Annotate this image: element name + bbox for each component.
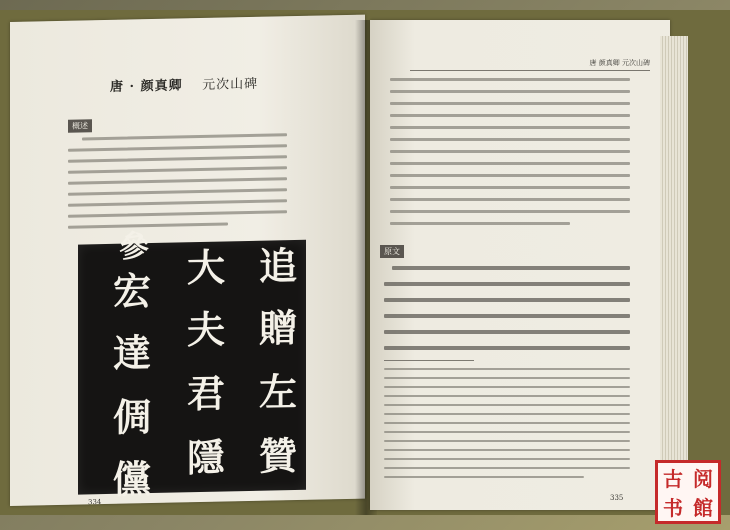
rubbing-glyph: 參: [119, 229, 149, 265]
left-page: [10, 15, 365, 506]
rubbing-glyph: 隱: [186, 434, 225, 481]
rubbing-glyph: 宏: [112, 268, 151, 314]
rubbing-glyph: 大: [186, 244, 225, 291]
seal-char: 館: [693, 496, 713, 520]
title-work: 元次山碑: [202, 76, 259, 93]
seal-char: 古: [663, 467, 683, 491]
library-seal-stamp: [655, 460, 721, 524]
rubbing-glyph: 儻: [112, 456, 151, 502]
running-header: 唐 颜真卿 元次山碑: [410, 58, 650, 71]
rubbing-glyph: 夫: [186, 306, 225, 353]
page-number-left: 334: [88, 498, 102, 506]
title-author: 唐 · 颜真卿: [110, 78, 183, 95]
page-number-right: 335: [610, 494, 624, 502]
rubbing-glyph: 君: [186, 370, 225, 417]
rubbing-glyph: 追: [258, 242, 297, 289]
seal-char: 书: [663, 496, 683, 520]
section-label-original-text: 原文: [380, 245, 404, 258]
seal-char: 阅: [693, 467, 713, 491]
chapter-title: [110, 73, 258, 95]
right-page: [370, 20, 670, 510]
rubbing-glyph: 贈: [258, 304, 297, 351]
section-label-overview: 概述: [68, 119, 92, 133]
page-stack-edge: [660, 36, 688, 506]
rubbing-glyph: 左: [258, 368, 297, 415]
rubbing-glyph: 贊: [258, 432, 297, 479]
rubbing-glyph: 倜: [112, 394, 151, 440]
footnote-rule: [384, 360, 474, 361]
rubbing-glyph: 達: [112, 330, 151, 376]
